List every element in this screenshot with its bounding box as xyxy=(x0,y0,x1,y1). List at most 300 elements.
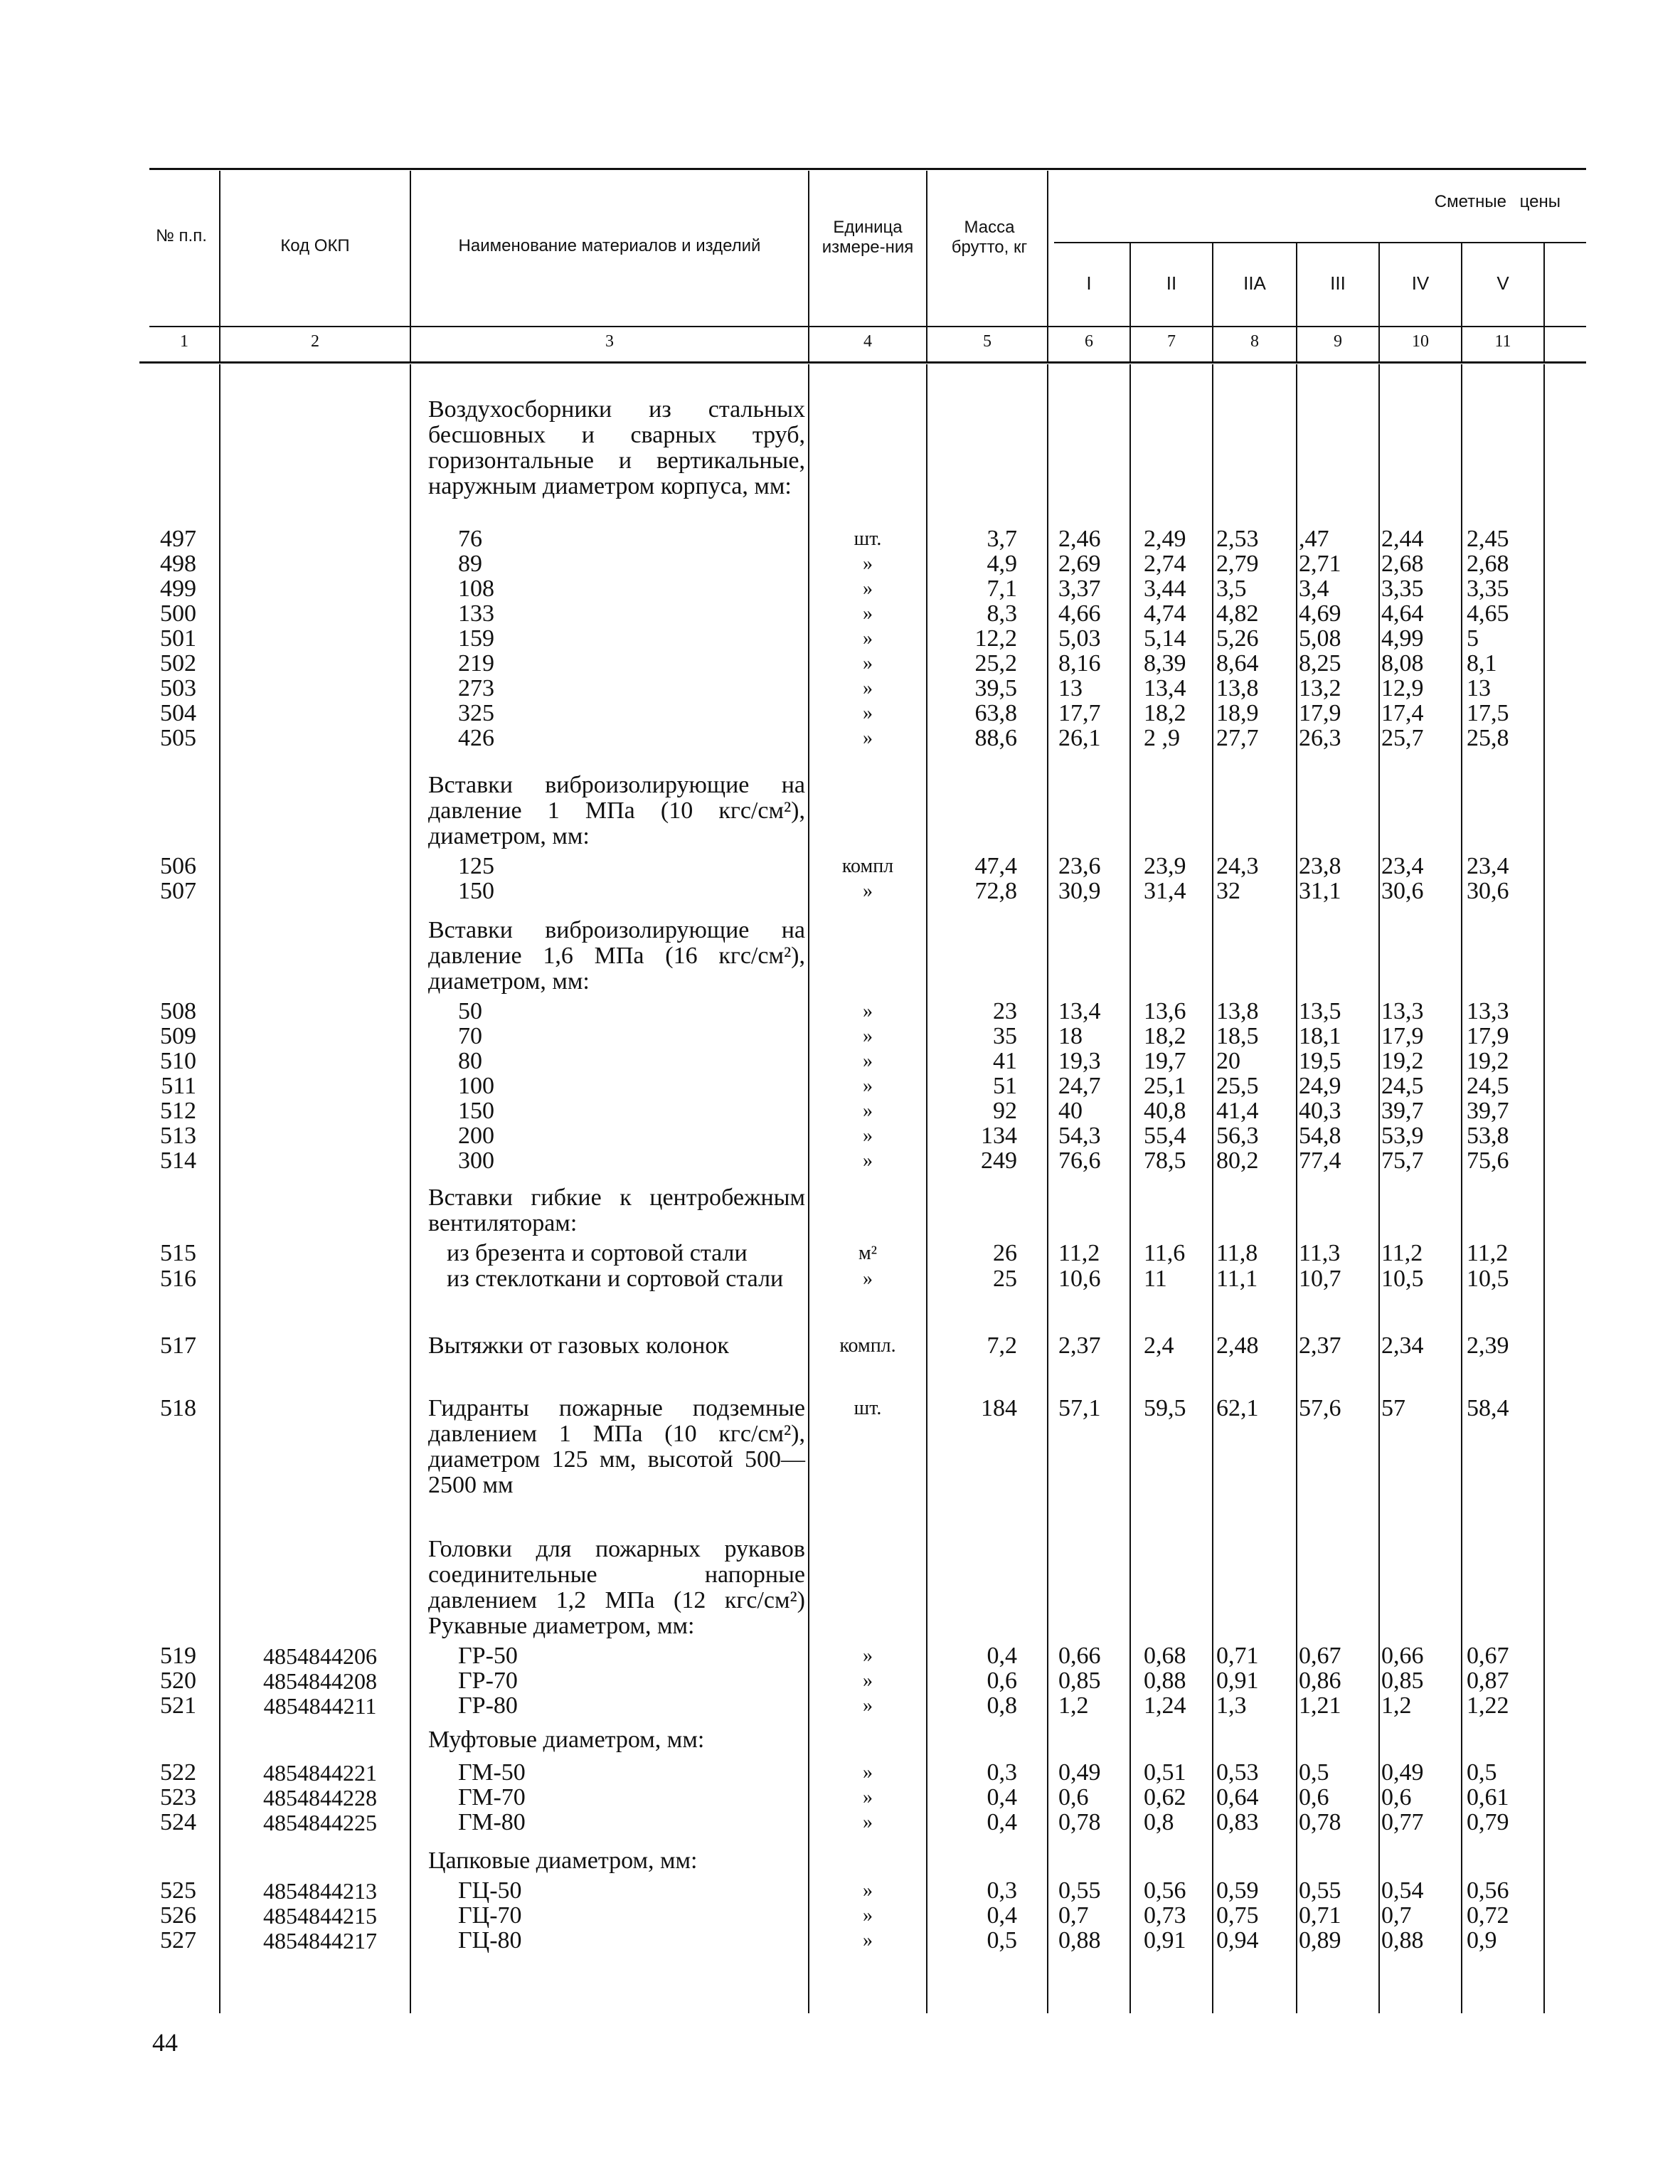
item-name: ГР-80 xyxy=(458,1692,518,1719)
price-zone-3: 20 xyxy=(1216,1048,1240,1074)
price-zone-5: 53,9 xyxy=(1381,1123,1424,1149)
price-zone-5: 12,9 xyxy=(1381,675,1424,701)
price-zone-6: 2,39 xyxy=(1467,1332,1509,1359)
price-zone-6: 23,4 xyxy=(1467,853,1509,879)
price-zone-5: 2,34 xyxy=(1381,1332,1424,1359)
price-zone-1: 23,6 xyxy=(1058,853,1101,879)
price-zone-3: 5,26 xyxy=(1216,625,1259,652)
price-zone-2: 1,24 xyxy=(1144,1692,1186,1719)
price-zone-3: 0,64 xyxy=(1216,1784,1259,1811)
unit: » xyxy=(863,1100,873,1122)
row-number: 516 xyxy=(160,1266,196,1292)
price-zone-4: 13,5 xyxy=(1299,998,1341,1024)
price-zone-1: 19,3 xyxy=(1058,1048,1101,1074)
price-zone-2: 0,8 xyxy=(1144,1809,1174,1835)
price-zone-2: 23,9 xyxy=(1144,853,1186,879)
price-zone-3: 0,53 xyxy=(1216,1759,1259,1786)
mass: 7,1 xyxy=(987,576,1017,602)
price-zone-5: 0,54 xyxy=(1381,1877,1424,1904)
item-name: 150 xyxy=(458,878,494,904)
price-zone-4: 13,2 xyxy=(1299,675,1341,701)
price-zone-2: 0,68 xyxy=(1144,1643,1186,1669)
unit: » xyxy=(863,1786,873,1808)
price-zone-4: 0,71 xyxy=(1299,1902,1341,1929)
unit: » xyxy=(863,1880,873,1902)
price-zone-1: 40 xyxy=(1058,1098,1083,1124)
column-number-8: 8 xyxy=(1250,332,1259,351)
price-zone-2: 2,74 xyxy=(1144,551,1186,577)
column-number-2: 2 xyxy=(311,332,319,351)
okp-code: 4854844217 xyxy=(263,1928,377,1954)
price-zone-3: 0,83 xyxy=(1216,1809,1259,1835)
column-number-6: 6 xyxy=(1085,332,1093,351)
price-zone-4: 0,67 xyxy=(1299,1643,1341,1669)
price-zone-2: 59,5 xyxy=(1144,1395,1186,1421)
price-zone-1: 2,37 xyxy=(1058,1332,1101,1359)
group-title-flexible-inserts: Вставки гибкие к центробежным вентиляторам: xyxy=(428,1184,805,1236)
price-zone-2: 0,62 xyxy=(1144,1784,1186,1811)
price-zone-4: 0,78 xyxy=(1299,1809,1341,1835)
price-zone-1: 0,88 xyxy=(1058,1927,1101,1954)
price-zone-5: 30,6 xyxy=(1381,878,1424,904)
price-zone-6: 17,9 xyxy=(1467,1023,1509,1049)
price-zone-6: 0,87 xyxy=(1467,1668,1509,1694)
group-title-coupling: Муфтовые диаметром, мм: xyxy=(428,1727,705,1753)
zone-header-1: I xyxy=(1086,272,1092,294)
price-zone-6: 17,5 xyxy=(1467,700,1509,726)
row-number: 503 xyxy=(160,675,196,701)
price-zone-6: 8,1 xyxy=(1467,650,1497,677)
unit: » xyxy=(863,727,873,749)
header-name: Наименование материалов и изделий xyxy=(458,236,761,255)
unit: » xyxy=(863,677,873,699)
item-name: Гидранты пожарные подземные давлением 1 МПа (10 кгс/см²), диаметром 125 мм, высотой 500—2500 мм xyxy=(428,1395,805,1498)
item-name: 50 xyxy=(458,998,482,1024)
price-zone-4: 40,3 xyxy=(1299,1098,1341,1124)
row-number: 511 xyxy=(161,1073,196,1099)
unit: » xyxy=(863,1075,873,1097)
price-zone-5: 0,6 xyxy=(1381,1784,1412,1811)
mass: 0,4 xyxy=(987,1902,1017,1929)
unit: » xyxy=(863,1268,873,1290)
unit: » xyxy=(863,880,873,902)
price-zone-2: 31,4 xyxy=(1144,878,1186,904)
price-zone-3: 32 xyxy=(1216,878,1240,904)
unit: » xyxy=(863,1645,873,1667)
row-number: 505 xyxy=(160,725,196,751)
price-zone-6: 25,8 xyxy=(1467,725,1509,751)
price-zone-4: 54,8 xyxy=(1299,1123,1341,1149)
item-name: 125 xyxy=(458,853,494,879)
mass: 0,6 xyxy=(987,1668,1017,1694)
price-zone-1: 0,66 xyxy=(1058,1643,1101,1669)
price-zone-4: ,47 xyxy=(1299,526,1329,552)
mass: 51 xyxy=(993,1073,1017,1099)
price-zone-2: 11 xyxy=(1144,1266,1167,1292)
header-number: № п.п. xyxy=(156,226,207,245)
price-zone-3: 8,64 xyxy=(1216,650,1259,677)
mass: 23 xyxy=(993,998,1017,1024)
price-zone-6: 24,5 xyxy=(1467,1073,1509,1099)
unit: » xyxy=(863,1125,873,1147)
item-name: 76 xyxy=(458,526,482,552)
price-zone-5: 0,85 xyxy=(1381,1668,1424,1694)
column-number-9: 9 xyxy=(1334,332,1342,351)
price-zone-1: 13 xyxy=(1058,675,1083,701)
item-name: 133 xyxy=(458,600,494,627)
price-zone-6: 75,6 xyxy=(1467,1147,1509,1174)
item-name: ГЦ-80 xyxy=(458,1927,522,1954)
price-zone-4: 5,08 xyxy=(1299,625,1341,652)
group-title-inserts-16mpa: Вставки виброизолирующие на давление 1,6 МПа (16 кгс/см²), диаметром, мм: xyxy=(428,917,805,995)
mass: 88,6 xyxy=(974,725,1017,751)
mass: 72,8 xyxy=(974,878,1017,904)
item-name: ГМ-70 xyxy=(458,1784,526,1811)
price-zone-2: 2 ,9 xyxy=(1144,725,1180,751)
price-zone-6: 0,79 xyxy=(1467,1809,1509,1835)
price-zone-4: 17,9 xyxy=(1299,700,1341,726)
price-zone-2: 2,49 xyxy=(1144,526,1186,552)
price-zone-4: 0,89 xyxy=(1299,1927,1341,1954)
row-number: 513 xyxy=(160,1123,196,1149)
mass: 4,9 xyxy=(987,551,1017,577)
price-zone-3: 27,7 xyxy=(1216,725,1259,751)
column-number-5: 5 xyxy=(983,332,991,351)
price-zone-2: 4,74 xyxy=(1144,600,1186,627)
price-zone-1: 2,69 xyxy=(1058,551,1101,577)
price-zone-1: 76,6 xyxy=(1058,1147,1101,1174)
price-zone-5: 13,3 xyxy=(1381,998,1424,1024)
price-zone-4: 24,9 xyxy=(1299,1073,1341,1099)
price-zone-2: 5,14 xyxy=(1144,625,1186,652)
item-name: из брезента и сортовой стали xyxy=(447,1240,748,1266)
price-zone-1: 2,46 xyxy=(1058,526,1101,552)
mass: 0,4 xyxy=(987,1809,1017,1835)
price-zone-5: 75,7 xyxy=(1381,1147,1424,1174)
price-zone-3: 0,71 xyxy=(1216,1643,1259,1669)
mass: 26 xyxy=(993,1240,1017,1266)
okp-code: 4854844221 xyxy=(263,1760,377,1786)
group-title-pin: Цапковые диаметром, мм: xyxy=(428,1848,698,1874)
item-name: Вытяжки от газовых колонок xyxy=(428,1332,729,1359)
price-zone-4: 2,37 xyxy=(1299,1332,1341,1359)
price-zone-6: 0,72 xyxy=(1467,1902,1509,1929)
price-zone-3: 13,8 xyxy=(1216,998,1259,1024)
price-zone-5: 4,64 xyxy=(1381,600,1424,627)
header-code: Код ОКП xyxy=(280,236,350,255)
zone-header-3: IIA xyxy=(1243,272,1266,294)
item-name: 200 xyxy=(458,1123,494,1149)
price-zone-2: 3,44 xyxy=(1144,576,1186,602)
header-unit: Единица измере-ния xyxy=(822,218,914,257)
price-zone-5: 57 xyxy=(1381,1395,1405,1421)
row-number: 497 xyxy=(160,526,196,552)
unit: » xyxy=(863,1000,873,1022)
column-number-1: 1 xyxy=(180,332,188,351)
unit: компл xyxy=(841,855,894,877)
okp-code: 4854844213 xyxy=(263,1878,377,1904)
item-name: 100 xyxy=(458,1073,494,1099)
price-zone-1: 54,3 xyxy=(1058,1123,1101,1149)
item-name: ГЦ-50 xyxy=(458,1877,522,1904)
mass: 3,7 xyxy=(987,526,1017,552)
row-number: 509 xyxy=(160,1023,196,1049)
row-number: 517 xyxy=(160,1332,196,1359)
price-zone-5: 10,5 xyxy=(1381,1266,1424,1292)
price-zone-6: 0,5 xyxy=(1467,1759,1497,1786)
price-zone-3: 0,59 xyxy=(1216,1877,1259,1904)
price-zone-1: 17,7 xyxy=(1058,700,1101,726)
price-zone-3: 13,8 xyxy=(1216,675,1259,701)
row-number: 498 xyxy=(160,551,196,577)
row-number: 518 xyxy=(160,1395,196,1421)
mass: 39,5 xyxy=(974,675,1017,701)
price-zone-5: 17,9 xyxy=(1381,1023,1424,1049)
price-zone-6: 2,68 xyxy=(1467,551,1509,577)
item-name: 108 xyxy=(458,576,494,602)
price-zone-5: 11,2 xyxy=(1381,1240,1423,1266)
price-zone-5: 8,08 xyxy=(1381,650,1424,677)
price-zone-1: 0,85 xyxy=(1058,1668,1101,1694)
price-zone-3: 0,75 xyxy=(1216,1902,1259,1929)
price-zone-6: 58,4 xyxy=(1467,1395,1509,1421)
price-zone-4: 0,5 xyxy=(1299,1759,1329,1786)
price-zone-4: 0,55 xyxy=(1299,1877,1341,1904)
price-zone-3: 0,94 xyxy=(1216,1927,1259,1954)
column-number-11: 11 xyxy=(1494,332,1511,351)
unit: шт. xyxy=(854,1397,882,1419)
mass: 25 xyxy=(993,1266,1017,1292)
row-number: 501 xyxy=(160,625,196,652)
price-zone-4: 4,69 xyxy=(1299,600,1341,627)
price-zone-2: 0,73 xyxy=(1144,1902,1186,1929)
price-zone-3: 2,48 xyxy=(1216,1332,1259,1359)
price-zone-4: 18,1 xyxy=(1299,1023,1341,1049)
price-zone-1: 3,37 xyxy=(1058,576,1101,602)
price-zone-5: 0,49 xyxy=(1381,1759,1424,1786)
price-zone-6: 10,5 xyxy=(1467,1266,1509,1292)
unit: » xyxy=(863,1025,873,1047)
unit: » xyxy=(863,578,873,600)
mass: 7,2 xyxy=(987,1332,1017,1359)
price-zone-3: 0,91 xyxy=(1216,1668,1259,1694)
price-zone-2: 13,6 xyxy=(1144,998,1186,1024)
price-zone-3: 11,8 xyxy=(1216,1240,1258,1266)
price-zone-5: 19,2 xyxy=(1381,1048,1424,1074)
group-title-air-collectors: Воздухосборники из стальных бесшовных и сварных труб, горизонтальные и вертикальные, наружным диаметром корпуса, мм: xyxy=(428,396,805,499)
price-zone-5: 0,7 xyxy=(1381,1902,1412,1929)
mass: 41 xyxy=(993,1048,1017,1074)
unit: » xyxy=(863,652,873,674)
row-number: 502 xyxy=(160,650,196,677)
zone-header-4: III xyxy=(1330,272,1346,294)
price-zone-2: 78,5 xyxy=(1144,1147,1186,1174)
price-zone-4: 0,6 xyxy=(1299,1784,1329,1811)
header-prices: Сметные цены xyxy=(1434,192,1561,211)
item-name: 89 xyxy=(458,551,482,577)
price-zone-3: 80,2 xyxy=(1216,1147,1259,1174)
price-zone-6: 11,2 xyxy=(1467,1240,1509,1266)
item-name: из стеклоткани и сортовой стали xyxy=(447,1266,784,1292)
price-zone-1: 0,49 xyxy=(1058,1759,1101,1786)
column-number-4: 4 xyxy=(863,332,872,351)
item-name: 150 xyxy=(458,1098,494,1124)
price-zone-5: 23,4 xyxy=(1381,853,1424,879)
price-zone-3: 3,5 xyxy=(1216,576,1247,602)
column-number-7: 7 xyxy=(1167,332,1176,351)
item-name: ГЦ-70 xyxy=(458,1902,522,1929)
row-number: 515 xyxy=(160,1240,196,1266)
item-name: 325 xyxy=(458,700,494,726)
mass: 184 xyxy=(981,1395,1017,1421)
price-zone-5: 0,88 xyxy=(1381,1927,1424,1954)
row-number: 527 xyxy=(160,1927,196,1954)
price-zone-6: 2,45 xyxy=(1467,526,1509,552)
price-zone-3: 11,1 xyxy=(1216,1266,1258,1292)
price-zone-4: 1,21 xyxy=(1299,1692,1341,1719)
price-zone-2: 0,56 xyxy=(1144,1877,1186,1904)
price-zone-2: 0,88 xyxy=(1144,1668,1186,1694)
price-zone-3: 56,3 xyxy=(1216,1123,1259,1149)
row-number: 504 xyxy=(160,700,196,726)
zone-header-2: II xyxy=(1166,272,1177,294)
item-name: ГМ-50 xyxy=(458,1759,526,1786)
column-number-3: 3 xyxy=(605,332,614,351)
price-zone-6: 1,22 xyxy=(1467,1692,1509,1719)
price-zone-6: 13 xyxy=(1467,675,1491,701)
price-zone-4: 26,3 xyxy=(1299,725,1341,751)
unit: » xyxy=(863,1904,873,1926)
price-zone-5: 17,4 xyxy=(1381,700,1424,726)
price-zone-6: 5 xyxy=(1467,625,1479,652)
price-zone-4: 23,8 xyxy=(1299,853,1341,879)
price-zone-3: 2,79 xyxy=(1216,551,1259,577)
unit: шт. xyxy=(854,528,882,550)
price-zone-6: 0,61 xyxy=(1467,1784,1509,1811)
mass: 8,3 xyxy=(987,600,1017,627)
price-zone-5: 0,66 xyxy=(1381,1643,1424,1669)
price-zone-4: 77,4 xyxy=(1299,1147,1341,1174)
price-zone-6: 3,35 xyxy=(1467,576,1509,602)
row-number: 506 xyxy=(160,853,196,879)
price-zone-5: 24,5 xyxy=(1381,1073,1424,1099)
price-zone-5: 39,7 xyxy=(1381,1098,1424,1124)
price-zone-5: 0,77 xyxy=(1381,1809,1424,1835)
price-zone-4: 3,4 xyxy=(1299,576,1329,602)
okp-code: 4854844225 xyxy=(263,1810,377,1835)
unit: » xyxy=(863,1670,873,1692)
item-name: 70 xyxy=(458,1023,482,1049)
price-zone-6: 0,67 xyxy=(1467,1643,1509,1669)
group-title-inserts-1mpa: Вставки виброизолирующие на давление 1 МПа (10 кгс/см²), диаметром, мм: xyxy=(428,772,805,849)
price-zone-2: 18,2 xyxy=(1144,1023,1186,1049)
price-zone-6: 0,56 xyxy=(1467,1877,1509,1904)
price-zone-4: 2,71 xyxy=(1299,551,1341,577)
price-zone-1: 0,78 xyxy=(1058,1809,1101,1835)
unit: » xyxy=(863,553,873,575)
price-zone-5: 1,2 xyxy=(1381,1692,1412,1719)
okp-code: 4854844208 xyxy=(263,1668,377,1694)
unit: » xyxy=(863,702,873,724)
price-zone-2: 0,91 xyxy=(1144,1927,1186,1954)
group-title-fire-hose-heads: Головки для пожарных рукавов соединительные напорные давлением 1,2 МПа (12 кгс/см²) Рукавные диаметром, мм: xyxy=(428,1536,805,1639)
price-zone-3: 25,5 xyxy=(1216,1073,1259,1099)
row-number: 522 xyxy=(160,1759,196,1786)
price-zone-5: 3,35 xyxy=(1381,576,1424,602)
unit: » xyxy=(863,1929,873,1951)
price-zone-6: 4,65 xyxy=(1467,600,1509,627)
row-number: 500 xyxy=(160,600,196,627)
zone-header-6: V xyxy=(1496,272,1509,294)
item-name: ГМ-80 xyxy=(458,1809,526,1835)
item-name: 159 xyxy=(458,625,494,652)
item-name: 273 xyxy=(458,675,494,701)
mass: 47,4 xyxy=(974,853,1017,879)
price-zone-1: 57,1 xyxy=(1058,1395,1101,1421)
mass: 249 xyxy=(981,1147,1017,1174)
price-zone-4: 31,1 xyxy=(1299,878,1341,904)
price-zone-1: 8,16 xyxy=(1058,650,1101,677)
mass: 0,3 xyxy=(987,1759,1017,1786)
mass: 25,2 xyxy=(974,650,1017,677)
row-number: 507 xyxy=(160,878,196,904)
item-name: 219 xyxy=(458,650,494,677)
price-zone-6: 39,7 xyxy=(1467,1098,1509,1124)
price-zone-6: 53,8 xyxy=(1467,1123,1509,1149)
page-number: 44 xyxy=(152,2028,178,2057)
row-number: 510 xyxy=(160,1048,196,1074)
price-zone-3: 62,1 xyxy=(1216,1395,1259,1421)
price-zone-1: 5,03 xyxy=(1058,625,1101,652)
row-number: 508 xyxy=(160,998,196,1024)
okp-code: 4854844228 xyxy=(263,1785,377,1811)
price-zone-3: 4,82 xyxy=(1216,600,1259,627)
price-zone-3: 24,3 xyxy=(1216,853,1259,879)
price-zone-2: 19,7 xyxy=(1144,1048,1186,1074)
okp-code: 4854844215 xyxy=(263,1903,377,1929)
price-zone-1: 26,1 xyxy=(1058,725,1101,751)
price-zone-2: 2,4 xyxy=(1144,1332,1174,1359)
price-zone-1: 10,6 xyxy=(1058,1266,1101,1292)
price-zone-4: 0,86 xyxy=(1299,1668,1341,1694)
okp-code: 4854844211 xyxy=(263,1693,377,1719)
price-zone-1: 0,7 xyxy=(1058,1902,1089,1929)
price-zone-4: 8,25 xyxy=(1299,650,1341,677)
price-zone-4: 19,5 xyxy=(1299,1048,1341,1074)
price-zone-2: 40,8 xyxy=(1144,1098,1186,1124)
header-mass: Масса брутто, кг xyxy=(951,218,1028,257)
row-number: 512 xyxy=(160,1098,196,1124)
price-zone-1: 24,7 xyxy=(1058,1073,1101,1099)
row-number: 521 xyxy=(160,1692,196,1719)
price-zone-1: 0,55 xyxy=(1058,1877,1101,1904)
price-zone-5: 4,99 xyxy=(1381,625,1424,652)
zone-header-5: IV xyxy=(1411,272,1430,294)
mass: 12,2 xyxy=(974,625,1017,652)
unit: » xyxy=(863,603,873,625)
item-name: 426 xyxy=(458,725,494,751)
item-name: ГР-50 xyxy=(458,1643,518,1669)
row-number: 523 xyxy=(160,1784,196,1811)
price-zone-3: 18,9 xyxy=(1216,700,1259,726)
price-zone-6: 30,6 xyxy=(1467,878,1509,904)
mass: 0,5 xyxy=(987,1927,1017,1954)
mass: 35 xyxy=(993,1023,1017,1049)
unit: » xyxy=(863,1050,873,1072)
unit: » xyxy=(863,1761,873,1783)
unit: м² xyxy=(858,1242,878,1264)
row-number: 525 xyxy=(160,1877,196,1904)
